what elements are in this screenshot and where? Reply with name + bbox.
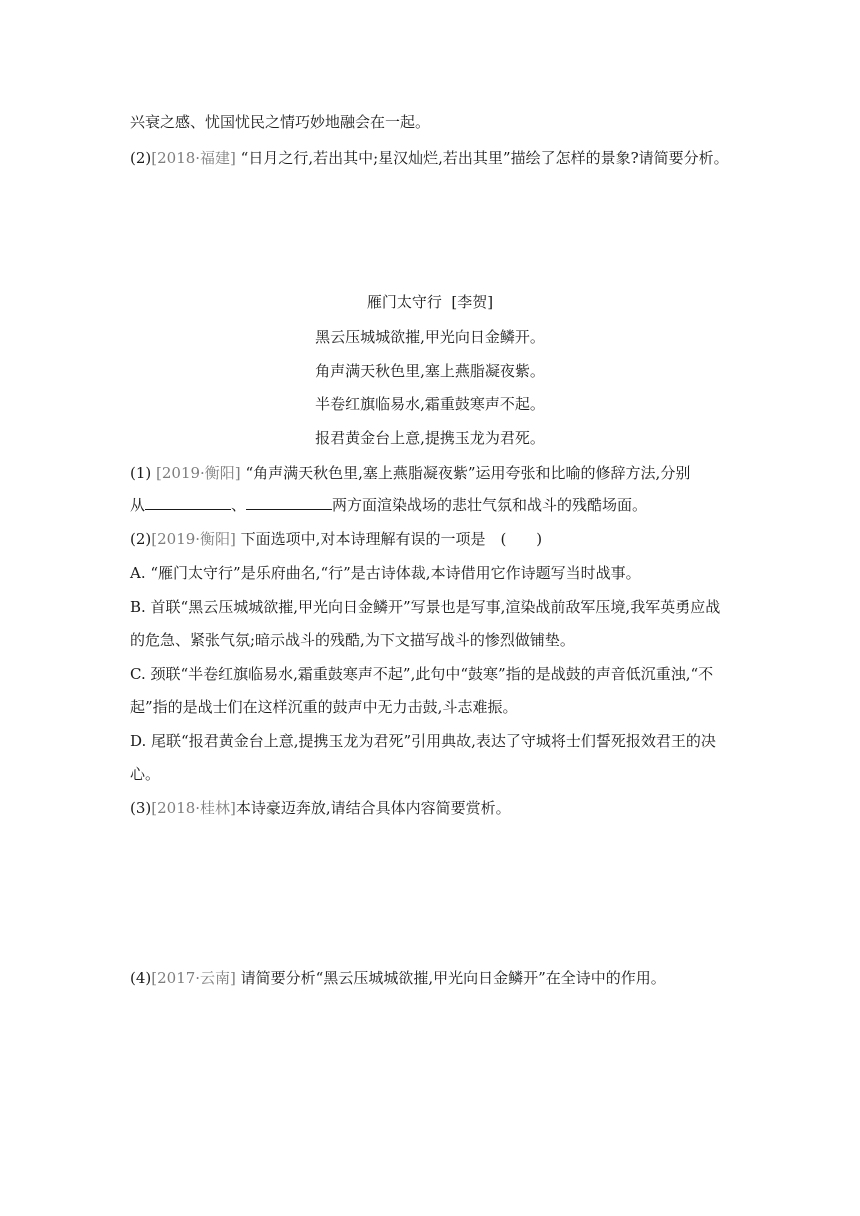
question-text: 请简要分析“黑云压城城欲摧,甲光向日金鳞开”在全诗中的作用。 — [235, 969, 666, 987]
question-text: 、 — [231, 496, 247, 514]
source-tag: [2018·福建] — [151, 149, 236, 167]
question-text: “角声满天秋色里,塞上燕脂凝夜紫”运用夸张和比喻的修辞方法,分别 — [240, 464, 691, 482]
question-text: “日月之行,若出其中;星汉灿烂,若出其里”描绘了怎样的景象?请简要分析。 — [235, 149, 729, 167]
source-tag: [2019·衡阳] — [151, 530, 236, 548]
source-tag: [2018·桂林] — [151, 799, 236, 817]
option-b: B. 首联“黑云压城城欲摧,甲光向日金鳞开”写景也是写事,渲染战前敌军压境,我军英勇应战 — [130, 598, 721, 616]
question-2 — [130, 528, 730, 550]
option-c-continued: 起”指的是战士们在这样沉重的鼓声中无力击鼓,斗志难振。 — [130, 698, 518, 716]
question-1 — [130, 462, 730, 484]
poem-line: 报君黄金台上意,提携玉龙为君死。 — [315, 429, 545, 447]
question-4 — [130, 967, 730, 989]
question-text: 下面选项中,对本诗理解有误的一项是 ( ) — [235, 530, 543, 548]
source-tag: [2019·衡阳] — [156, 464, 241, 482]
option-d: D. 尾联“报君黄金台上意,提携玉龙为君死”引用典故,表达了守城将士们誓死报效君王的决 — [130, 732, 716, 750]
question-number: (1) — [130, 464, 157, 482]
question-text: 两方面渲染战场的悲壮气氛和战斗的残酷场面。 — [332, 496, 648, 514]
option-d-continued: 心。 — [130, 765, 161, 783]
question-number: (4) — [130, 969, 152, 987]
question-1-continued — [130, 494, 730, 516]
question-number: (3) — [130, 799, 152, 817]
question-fujian — [130, 147, 730, 169]
source-tag: [2017·云南] — [151, 969, 236, 987]
poem-line: 半卷红旗临易水,霜重鼓寒声不起。 — [315, 395, 545, 413]
question-number: (2) — [130, 530, 152, 548]
answer-blank-1[interactable] — [145, 495, 231, 510]
question-text: 本诗豪迈奔放,请结合具体内容简要赏析。 — [235, 799, 511, 817]
answer-blank-2[interactable] — [246, 495, 332, 510]
poem-line: 黑云压城城欲摧,甲光向日金鳞开。 — [315, 328, 545, 346]
poem-author: [李贺] — [451, 293, 494, 311]
question-3 — [130, 797, 730, 819]
option-a: A. “雁门太守行”是乐府曲名,“行”是古诗体裁,本诗借用它作诗题写当时战事。 — [130, 564, 641, 582]
poem-line: 角声满天秋色里,塞上燕脂凝夜紫。 — [315, 362, 545, 380]
option-b-continued: 的危急、紧张气氛;暗示战斗的残酷,为下文描写战斗的惨烈做铺垫。 — [130, 631, 575, 649]
poem-heading — [0, 291, 860, 313]
question-text: 从 — [130, 496, 146, 514]
option-c: C. 颈联“半卷红旗临易水,霜重鼓寒声不起”,此句中“鼓寒”指的是战鼓的声音低沉重浊,“不 — [130, 665, 714, 683]
intro-line: 兴衰之感、忧国忧民之情巧妙地融会在一起。 — [130, 113, 431, 131]
question-number: (2) — [130, 149, 152, 167]
poem-title: 雁门太守行 — [366, 293, 442, 311]
